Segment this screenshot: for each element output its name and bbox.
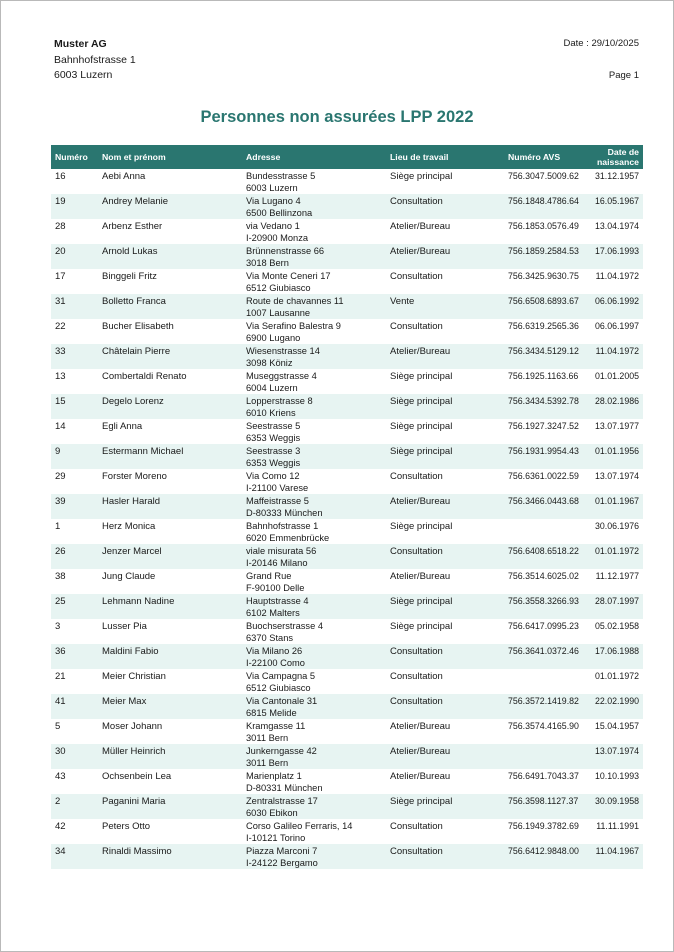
column-header-avs: Numéro AVS <box>504 145 589 169</box>
row-birthdate: 30.06.1976 <box>594 521 639 531</box>
row-address <box>242 544 386 569</box>
row-number: 19 <box>51 194 98 219</box>
table-row <box>51 794 643 819</box>
row-address-city: I-10121 Torino <box>246 832 306 843</box>
row-avs-number: 756.1859.2584.53 <box>504 244 589 269</box>
row-avs-number: 756.3425.9630.75 <box>508 271 579 281</box>
row-birthdate: 01.01.1967 <box>589 494 643 519</box>
row-avs-number: 756.3598.1127.37 <box>504 794 589 819</box>
page-number: Page 1 <box>608 70 639 81</box>
row-name: Binggeli Fritz <box>102 271 157 282</box>
row-number: 3 <box>55 621 61 632</box>
row-address <box>242 494 386 519</box>
row-avs-number: 756.3572.1419.82 <box>504 694 589 719</box>
row-workplace: Consultation <box>390 821 443 832</box>
table-row <box>51 669 643 694</box>
row-address-city: D-80333 München <box>246 507 323 518</box>
row-address-street: Via Monte Ceneri 17 <box>246 271 331 281</box>
row-name: Ochsenbein Lea <box>102 771 172 782</box>
row-birthdate: 11.04.1972 <box>595 271 639 281</box>
table-row <box>51 594 643 619</box>
row-address <box>242 744 386 769</box>
row-number: 39 <box>51 494 98 519</box>
row-birthdate: 01.01.1956 <box>589 444 643 469</box>
row-address-city: 3098 Köniz <box>246 357 293 368</box>
row-workplace: Atelier/Bureau <box>390 571 451 582</box>
row-avs-number: 756.1927.3247.52 <box>508 421 579 431</box>
row-number: 17 <box>55 271 66 282</box>
row-birthdate: 30.09.1958 <box>589 794 643 819</box>
row-birthdate: 13.07.1974 <box>594 471 639 481</box>
row-address-city: I-22100 Como <box>246 657 305 668</box>
row-avs-number: 756.1931.9954.43 <box>504 444 589 469</box>
row-name: Jung Claude <box>102 571 156 582</box>
row-number: 29 <box>55 471 66 482</box>
row-number: 25 <box>51 594 98 619</box>
row-address-street: Kramgasse 11 <box>246 721 306 731</box>
row-number: 33 <box>51 344 98 369</box>
row-address-street: Zentralstrasse 17 <box>246 796 318 806</box>
row-number: 1 <box>55 521 61 532</box>
table-header-row <box>51 145 643 169</box>
row-address-city: 6512 Giubiasco <box>246 682 311 693</box>
row-avs-number: 756.3641.0372.46 <box>504 644 589 669</box>
table-row <box>51 619 643 644</box>
row-address-street: Seestrasse 3 <box>246 446 301 456</box>
row-address-city: I-24122 Bergamo <box>246 857 318 868</box>
table-row <box>51 719 643 744</box>
row-birthdate: 11.12.1977 <box>595 571 639 581</box>
row-address-city: I-20146 Milano <box>246 557 308 568</box>
table-row <box>51 344 643 369</box>
row-name: Châtelain Pierre <box>98 344 242 369</box>
row-address-city: I-20900 Monza <box>246 232 309 243</box>
row-avs-number: 756.6319.2565.36 <box>508 321 579 331</box>
row-address-street: Piazza Marconi 7 <box>246 846 318 856</box>
row-address-city: 3018 Bern <box>246 257 289 268</box>
company-city: 6003 Luzern <box>54 69 113 81</box>
row-address <box>242 594 386 619</box>
table-row <box>51 244 643 269</box>
report-title: Personnes non assurées LPP 2022 <box>200 108 474 126</box>
row-name: Moser Johann <box>102 721 163 732</box>
row-name: Forster Moreno <box>102 471 167 482</box>
table-row <box>51 494 643 519</box>
row-birthdate: 22.02.1990 <box>589 694 643 719</box>
row-workplace: Consultation <box>390 271 443 282</box>
row-address <box>242 444 386 469</box>
row-birthdate: 15.04.1957 <box>594 721 639 731</box>
row-number: 34 <box>51 844 98 869</box>
row-avs-number: 756.6408.6518.22 <box>504 544 589 569</box>
report-date: Date : 29/10/2025 <box>563 38 639 49</box>
row-address <box>242 844 386 869</box>
row-name: Egli Anna <box>102 421 143 432</box>
table-row <box>51 219 643 244</box>
table-row <box>51 519 643 544</box>
row-address-city: 6500 Bellinzona <box>246 207 313 218</box>
row-address-street: Hauptstrasse 4 <box>246 596 309 606</box>
row-birthdate: 17.06.1988 <box>589 644 643 669</box>
row-address-city: 6003 Luzern <box>246 182 298 193</box>
row-avs-number: 756.1848.4786.64 <box>504 194 589 219</box>
row-workplace: Atelier/Bureau <box>386 244 504 269</box>
row-avs-number: 756.6361.0022.59 <box>508 471 579 481</box>
row-address-street: Junkerngasse 42 <box>246 746 317 756</box>
table-row <box>51 369 643 394</box>
row-address <box>242 244 386 269</box>
row-number: 41 <box>51 694 98 719</box>
row-address-street: Maffeistrasse 5 <box>246 496 309 506</box>
row-birthdate: 06.06.1997 <box>594 321 639 331</box>
row-address <box>242 819 386 844</box>
row-avs-number: 756.6508.6893.67 <box>504 294 589 319</box>
row-number: 28 <box>55 221 66 232</box>
row-workplace: Siège principal <box>390 371 453 382</box>
row-address-street: Route de chavannes 11 <box>246 296 344 306</box>
row-name: Maldini Fabio <box>98 644 242 669</box>
company-street: Bahnhofstrasse 1 <box>54 53 136 66</box>
table-row <box>51 169 643 194</box>
row-number: 16 <box>55 171 66 182</box>
row-address-street: Via Como 12 <box>246 471 300 481</box>
table-row <box>51 819 643 844</box>
row-avs-number <box>504 744 589 769</box>
row-name: Aebi Anna <box>102 171 146 182</box>
row-birthdate: 13.07.1974 <box>589 744 643 769</box>
row-name: Lusser Pia <box>102 621 147 632</box>
column-header-birthdate: Date de naissance <box>589 145 643 169</box>
row-workplace: Siège principal <box>386 794 504 819</box>
row-birthdate: 11.04.1972 <box>589 344 643 369</box>
row-address-street: Seestrasse 5 <box>246 421 301 431</box>
report-meta <box>563 37 639 83</box>
row-number: 30 <box>51 744 98 769</box>
row-name: Herz Monica <box>102 521 156 532</box>
row-birthdate: 28.07.1997 <box>589 594 643 619</box>
table-row <box>51 844 643 869</box>
row-workplace: Vente <box>386 294 504 319</box>
column-header-name: Nom et prénom <box>98 145 242 169</box>
row-name: Müller Heinrich <box>98 744 242 769</box>
row-avs-number: 756.1853.0576.49 <box>508 221 579 231</box>
row-name: Peters Otto <box>102 821 151 832</box>
row-address-city: 6004 Luzern <box>246 382 298 393</box>
row-number: 2 <box>51 794 98 819</box>
row-name: Estermann Michael <box>98 444 242 469</box>
row-name: Rinaldi Massimo <box>98 844 242 869</box>
row-workplace: Atelier/Bureau <box>386 344 504 369</box>
row-address-city: F-90100 Delle <box>246 582 305 593</box>
row-address-street: viale misurata 56 <box>246 546 317 556</box>
row-address-street: Museggstrasse 4 <box>246 371 317 381</box>
row-name: Combertaldi Renato <box>102 371 187 382</box>
row-address <box>242 344 386 369</box>
row-address <box>242 419 386 444</box>
table-row <box>51 644 643 669</box>
table-row <box>51 269 643 294</box>
row-number: 42 <box>55 821 66 832</box>
row-address-street: Brünnenstrasse 66 <box>246 246 325 256</box>
row-address-city: I-21100 Varese <box>246 482 309 493</box>
row-address-city: 6900 Lugano <box>246 332 301 343</box>
row-address-street: Wiesenstrasse 14 <box>246 346 320 356</box>
row-birthdate: 17.06.1993 <box>589 244 643 269</box>
row-workplace: Atelier/Bureau <box>390 221 451 232</box>
table-row <box>51 544 643 569</box>
row-workplace: Atelier/Bureau <box>386 744 504 769</box>
row-avs-number <box>504 669 589 694</box>
row-address-street: Via Milano 26 <box>246 646 303 656</box>
row-address <box>242 194 386 219</box>
row-workplace: Siège principal <box>386 394 504 419</box>
row-birthdate: 11.04.1967 <box>589 844 643 869</box>
row-name: Meier Christian <box>102 671 166 682</box>
row-avs-number: 756.6491.7043.37 <box>508 771 579 781</box>
row-address-street: Via Cantonale 31 <box>246 696 318 706</box>
row-name: Paganini Maria <box>98 794 242 819</box>
row-address <box>242 219 386 244</box>
row-address <box>242 719 386 744</box>
row-workplace: Consultation <box>390 671 443 682</box>
row-avs-number: 756.3514.6025.02 <box>508 571 579 581</box>
row-avs-number: 756.1949.3782.69 <box>508 821 579 831</box>
row-address-city: D-80331 München <box>246 782 323 793</box>
row-number: 5 <box>55 721 61 732</box>
row-address-city: 3011 Bern <box>246 757 289 768</box>
row-number: 22 <box>55 321 66 332</box>
row-workplace: Atelier/Bureau <box>390 721 451 732</box>
row-workplace: Siège principal <box>390 171 453 182</box>
table-row <box>51 419 643 444</box>
row-number: 15 <box>51 394 98 419</box>
row-address <box>242 769 386 794</box>
row-avs-number: 756.3047.5009.62 <box>508 171 579 181</box>
row-address-city: 3011 Bern <box>246 732 289 743</box>
row-address-city: 6020 Emmenbrücke <box>246 532 330 543</box>
row-avs-number: 756.6417.0995.23 <box>508 621 579 631</box>
table-row <box>51 394 643 419</box>
row-birthdate: 05.02.1958 <box>594 621 639 631</box>
row-number: 21 <box>55 671 66 682</box>
row-address <box>242 294 386 319</box>
row-workplace: Consultation <box>386 844 504 869</box>
row-address-street: Lopperstrasse 8 <box>246 396 313 406</box>
row-workplace: Atelier/Bureau <box>390 771 451 782</box>
row-birthdate: 01.01.1972 <box>594 671 639 681</box>
table-row <box>51 294 643 319</box>
persons-table <box>51 145 643 869</box>
row-name: Bucher Elisabeth <box>102 321 174 332</box>
row-birthdate: 28.02.1986 <box>589 394 643 419</box>
row-workplace: Siège principal <box>386 444 504 469</box>
row-name: Degelo Lorenz <box>98 394 242 419</box>
row-workplace: Atelier/Bureau <box>386 494 504 519</box>
row-name: Jenzer Marcel <box>98 544 242 569</box>
row-workplace: Consultation <box>386 644 504 669</box>
row-avs-number: 756.3434.5392.78 <box>504 394 589 419</box>
row-birthdate: 01.01.1972 <box>589 544 643 569</box>
row-address-city: 6353 Weggis <box>246 457 301 468</box>
row-number: 14 <box>55 421 66 432</box>
table-row <box>51 694 643 719</box>
table-row <box>51 444 643 469</box>
row-avs-number: 756.3466.0443.68 <box>504 494 589 519</box>
column-header-workplace: Lieu de travail <box>386 145 504 169</box>
row-address <box>242 644 386 669</box>
row-address-street: Buochserstrasse 4 <box>246 621 323 631</box>
row-workplace: Siège principal <box>390 421 453 432</box>
row-birthdate: 10.10.1993 <box>594 771 639 781</box>
row-address-city: 1007 Lausanne <box>246 307 311 318</box>
row-avs-number <box>504 519 589 544</box>
row-name: Lehmann Nadine <box>98 594 242 619</box>
row-avs-number: 756.1925.1163.66 <box>508 371 579 381</box>
table-row <box>51 769 643 794</box>
row-number: 31 <box>51 294 98 319</box>
row-birthdate: 13.07.1977 <box>594 421 639 431</box>
company-address <box>54 37 136 84</box>
row-address-street: Grand Rue <box>246 571 292 581</box>
row-birthdate: 13.04.1974 <box>594 221 639 231</box>
row-address-city: 6030 Ebikon <box>246 807 298 818</box>
row-address-city: 6815 Melide <box>246 707 297 718</box>
row-address-city: 6370 Stans <box>246 632 294 643</box>
row-address <box>242 619 386 644</box>
row-number: 20 <box>51 244 98 269</box>
table-row <box>51 469 643 494</box>
row-name: Arnold Lukas <box>98 244 242 269</box>
row-avs-number: 756.3558.3266.93 <box>504 594 589 619</box>
row-birthdate: 01.01.2005 <box>594 371 639 381</box>
row-name: Meier Max <box>98 694 242 719</box>
row-workplace: Consultation <box>390 471 443 482</box>
row-address <box>242 169 386 194</box>
row-birthdate: 16.05.1967 <box>589 194 643 219</box>
column-header-address: Adresse <box>242 145 386 169</box>
row-address <box>242 369 386 394</box>
row-address <box>242 394 386 419</box>
row-address-street: Via Serafino Balestra 9 <box>246 321 341 331</box>
row-address-street: Via Lugano 4 <box>246 196 301 206</box>
row-address-street: Bahnhofstrasse 1 <box>246 521 319 531</box>
row-address <box>242 794 386 819</box>
row-address-street: Via Campagna 5 <box>246 671 316 681</box>
row-workplace: Siège principal <box>390 621 453 632</box>
row-workplace: Consultation <box>386 694 504 719</box>
row-name: Hasler Harald <box>98 494 242 519</box>
row-number: 36 <box>51 644 98 669</box>
row-address-street: Bundesstrasse 5 <box>246 171 316 181</box>
row-name: Arbenz Esther <box>102 221 163 232</box>
table-row <box>51 744 643 769</box>
row-address-street: Corso Galileo Ferraris, 14 <box>246 821 353 831</box>
row-address-city: 6102 Malters <box>246 607 300 618</box>
row-number: 9 <box>51 444 98 469</box>
row-birthdate: 06.06.1992 <box>589 294 643 319</box>
row-address-city: 6512 Giubiasco <box>246 282 311 293</box>
row-avs-number: 756.3434.5129.12 <box>504 344 589 369</box>
row-avs-number: 756.6412.9848.00 <box>504 844 589 869</box>
row-number: 13 <box>55 371 66 382</box>
row-address <box>242 694 386 719</box>
row-name: Bolletto Franca <box>98 294 242 319</box>
row-workplace: Consultation <box>390 321 443 332</box>
row-address <box>242 569 386 594</box>
row-number: 26 <box>51 544 98 569</box>
row-address-city: 6010 Kriens <box>246 407 296 418</box>
row-address <box>242 269 386 294</box>
row-address-street: Marienplatz 1 <box>246 771 302 781</box>
column-header-number: Numéro <box>51 145 98 169</box>
row-address <box>242 319 386 344</box>
row-name: Andrey Melanie <box>98 194 242 219</box>
row-workplace: Consultation <box>386 544 504 569</box>
row-number: 43 <box>55 771 66 782</box>
row-address <box>242 669 386 694</box>
row-address-city: 6353 Weggis <box>246 432 301 443</box>
table-row <box>51 194 643 219</box>
row-address <box>242 469 386 494</box>
company-name: Muster AG <box>54 38 107 50</box>
row-workplace: Consultation <box>386 194 504 219</box>
row-birthdate: 11.11.1991 <box>596 821 639 831</box>
row-address-street: via Vedano 1 <box>246 221 300 231</box>
table-row <box>51 319 643 344</box>
row-avs-number: 756.3574.4165.90 <box>508 721 579 731</box>
row-workplace: Siège principal <box>390 521 453 532</box>
row-workplace: Siège principal <box>386 594 504 619</box>
row-number: 38 <box>55 571 66 582</box>
table-row <box>51 569 643 594</box>
row-birthdate: 31.12.1957 <box>594 171 639 181</box>
row-address <box>242 519 386 544</box>
